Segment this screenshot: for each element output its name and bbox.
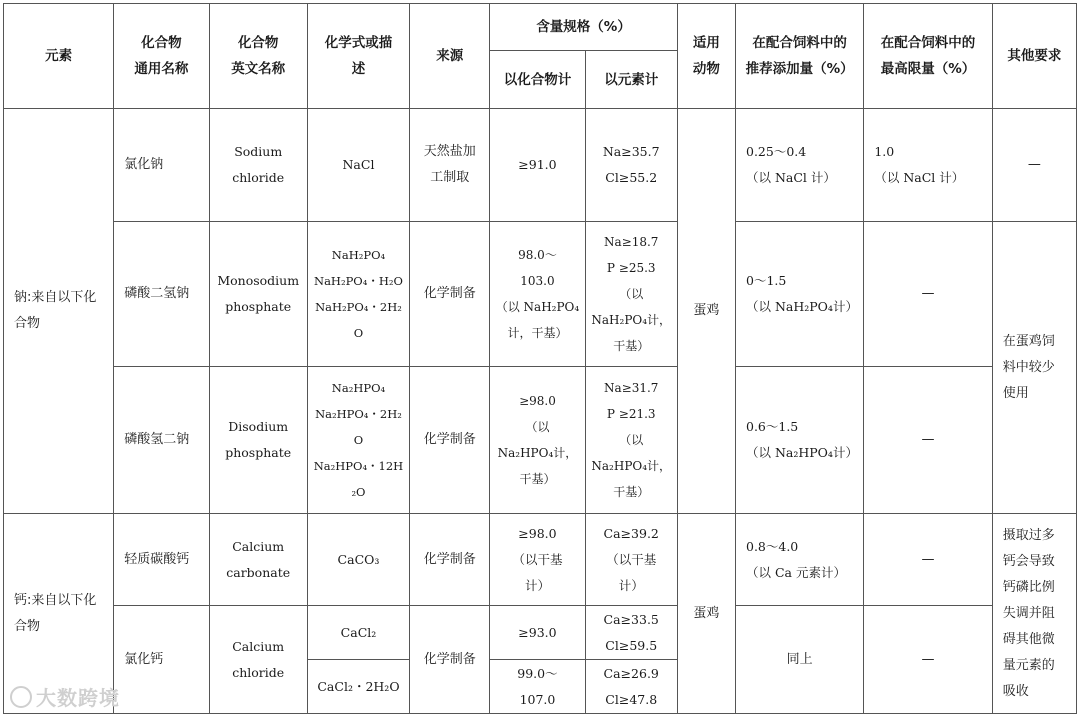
other-calcium: 摄取过多 钙会导致 钙磷比例 失调并阻 碍其他微 量元素的 吸收 <box>992 514 1076 714</box>
by-element-cell: Ca≥33.5 Cl≥59.5 <box>585 606 677 660</box>
header-max-limit: 在配合饲料中的 最高限量（%） <box>864 4 992 109</box>
header-by-compound: 以化合物计 <box>490 51 585 109</box>
header-element: 元素 <box>4 4 114 109</box>
english-name-cell: Disodium phosphate <box>209 367 307 514</box>
max-limit-cell: — <box>864 606 992 714</box>
by-compound-cell: ≥93.0 <box>490 606 585 660</box>
english-name-cell: Sodium chloride <box>209 109 307 222</box>
by-compound-cell: 99.0～ 107.0 <box>490 660 585 714</box>
source-cell: 化学制备 <box>410 514 490 606</box>
feed-additive-table <box>3 3 1077 714</box>
header-content-spec: 含量规格（%） <box>490 4 678 51</box>
max-limit-cell: — <box>864 367 992 514</box>
compound-name-cell: 磷酸氢二钠 <box>114 367 209 514</box>
header-english-name: 化合物 英文名称 <box>209 4 307 109</box>
recommended-cell: 0.6～1.5 （以 Na₂HPO₄计） <box>736 367 864 514</box>
formula-cell: CaCO₃ <box>307 514 409 606</box>
by-element-cell: Ca≥26.9 Cl≥47.8 <box>585 660 677 714</box>
by-compound-cell: ≥98.0 （以干基 计） <box>490 514 585 606</box>
by-compound-cell: ≥98.0 （以 Na₂HPO₄计， 干基） <box>490 367 585 514</box>
formula-cell: CaCl₂ <box>307 606 409 660</box>
animal-calcium: 蛋鸡 <box>677 514 735 714</box>
recommended-cell: 同上 <box>736 606 864 714</box>
formula-cell: NaCl <box>307 109 409 222</box>
by-element-cell: Ca≥39.2 （以干基 计） <box>585 514 677 606</box>
recommended-cell: 0～1.5 （以 NaH₂PO₄计） <box>736 222 864 367</box>
other-cell: — <box>992 109 1076 222</box>
english-name-cell: Calcium carbonate <box>209 514 307 606</box>
other-sodium: 在蛋鸡饲 料中较少 使用 <box>992 222 1076 514</box>
header-source: 来源 <box>410 4 490 109</box>
header-by-element: 以元素计 <box>585 51 677 109</box>
animal-sodium: 蛋鸡 <box>677 109 735 514</box>
watermark-logo-icon <box>10 686 32 708</box>
by-compound-cell: ≥91.0 <box>490 109 585 222</box>
header-other: 其他要求 <box>992 4 1076 109</box>
watermark <box>10 682 120 711</box>
source-cell: 化学制备 <box>410 367 490 514</box>
recommended-cell: 0.8～4.0 （以 Ca 元素计） <box>736 514 864 606</box>
formula-cell: CaCl₂・2H₂O <box>307 660 409 714</box>
recommended-cell: 0.25～0.4 （以 NaCl 计） <box>736 109 864 222</box>
english-name-cell: Calcium chloride <box>209 606 307 714</box>
element-calcium: 钙:来自以下化 合物 <box>4 514 114 714</box>
source-cell: 化学制备 <box>410 222 490 367</box>
compound-name-cell: 轻质碳酸钙 <box>114 514 209 606</box>
header-animal: 适用 动物 <box>677 4 735 109</box>
compound-name-cell: 磷酸二氢钠 <box>114 222 209 367</box>
max-limit-cell: — <box>864 514 992 606</box>
by-compound-cell: 98.0～ 103.0 （以 NaH₂PO₄ 计，干基） <box>490 222 585 367</box>
english-name-cell: Monosodium phosphate <box>209 222 307 367</box>
by-element-cell: Na≥31.7 P ≥21.3 （以 Na₂HPO₄计， 干基） <box>585 367 677 514</box>
formula-cell: NaH₂PO₄ NaH₂PO₄・H₂O NaH₂PO₄・2H₂ O <box>307 222 409 367</box>
header-compound-name: 化合物 通用名称 <box>114 4 209 109</box>
max-limit-cell: — <box>864 222 992 367</box>
compound-name-cell: 氯化钙 <box>114 606 209 714</box>
by-element-cell: Na≥18.7 P ≥25.3 （以 NaH₂PO₄计， 干基） <box>585 222 677 367</box>
header-formula: 化学式或描 述 <box>307 4 409 109</box>
source-cell: 化学制备 <box>410 606 490 714</box>
element-sodium: 钠:来自以下化 合物 <box>4 109 114 514</box>
header-recommended: 在配合饲料中的 推荐添加量（%） <box>736 4 864 109</box>
compound-name-cell: 氯化钠 <box>114 109 209 222</box>
max-limit-cell: 1.0 （以 NaCl 计） <box>864 109 992 222</box>
source-cell: 天然盐加 工制取 <box>410 109 490 222</box>
by-element-cell: Na≥35.7 Cl≥55.2 <box>585 109 677 222</box>
formula-cell: Na₂HPO₄ Na₂HPO₄・2H₂ O Na₂HPO₄・12H ₂O <box>307 367 409 514</box>
watermark-text: 大数跨境 <box>36 686 120 710</box>
